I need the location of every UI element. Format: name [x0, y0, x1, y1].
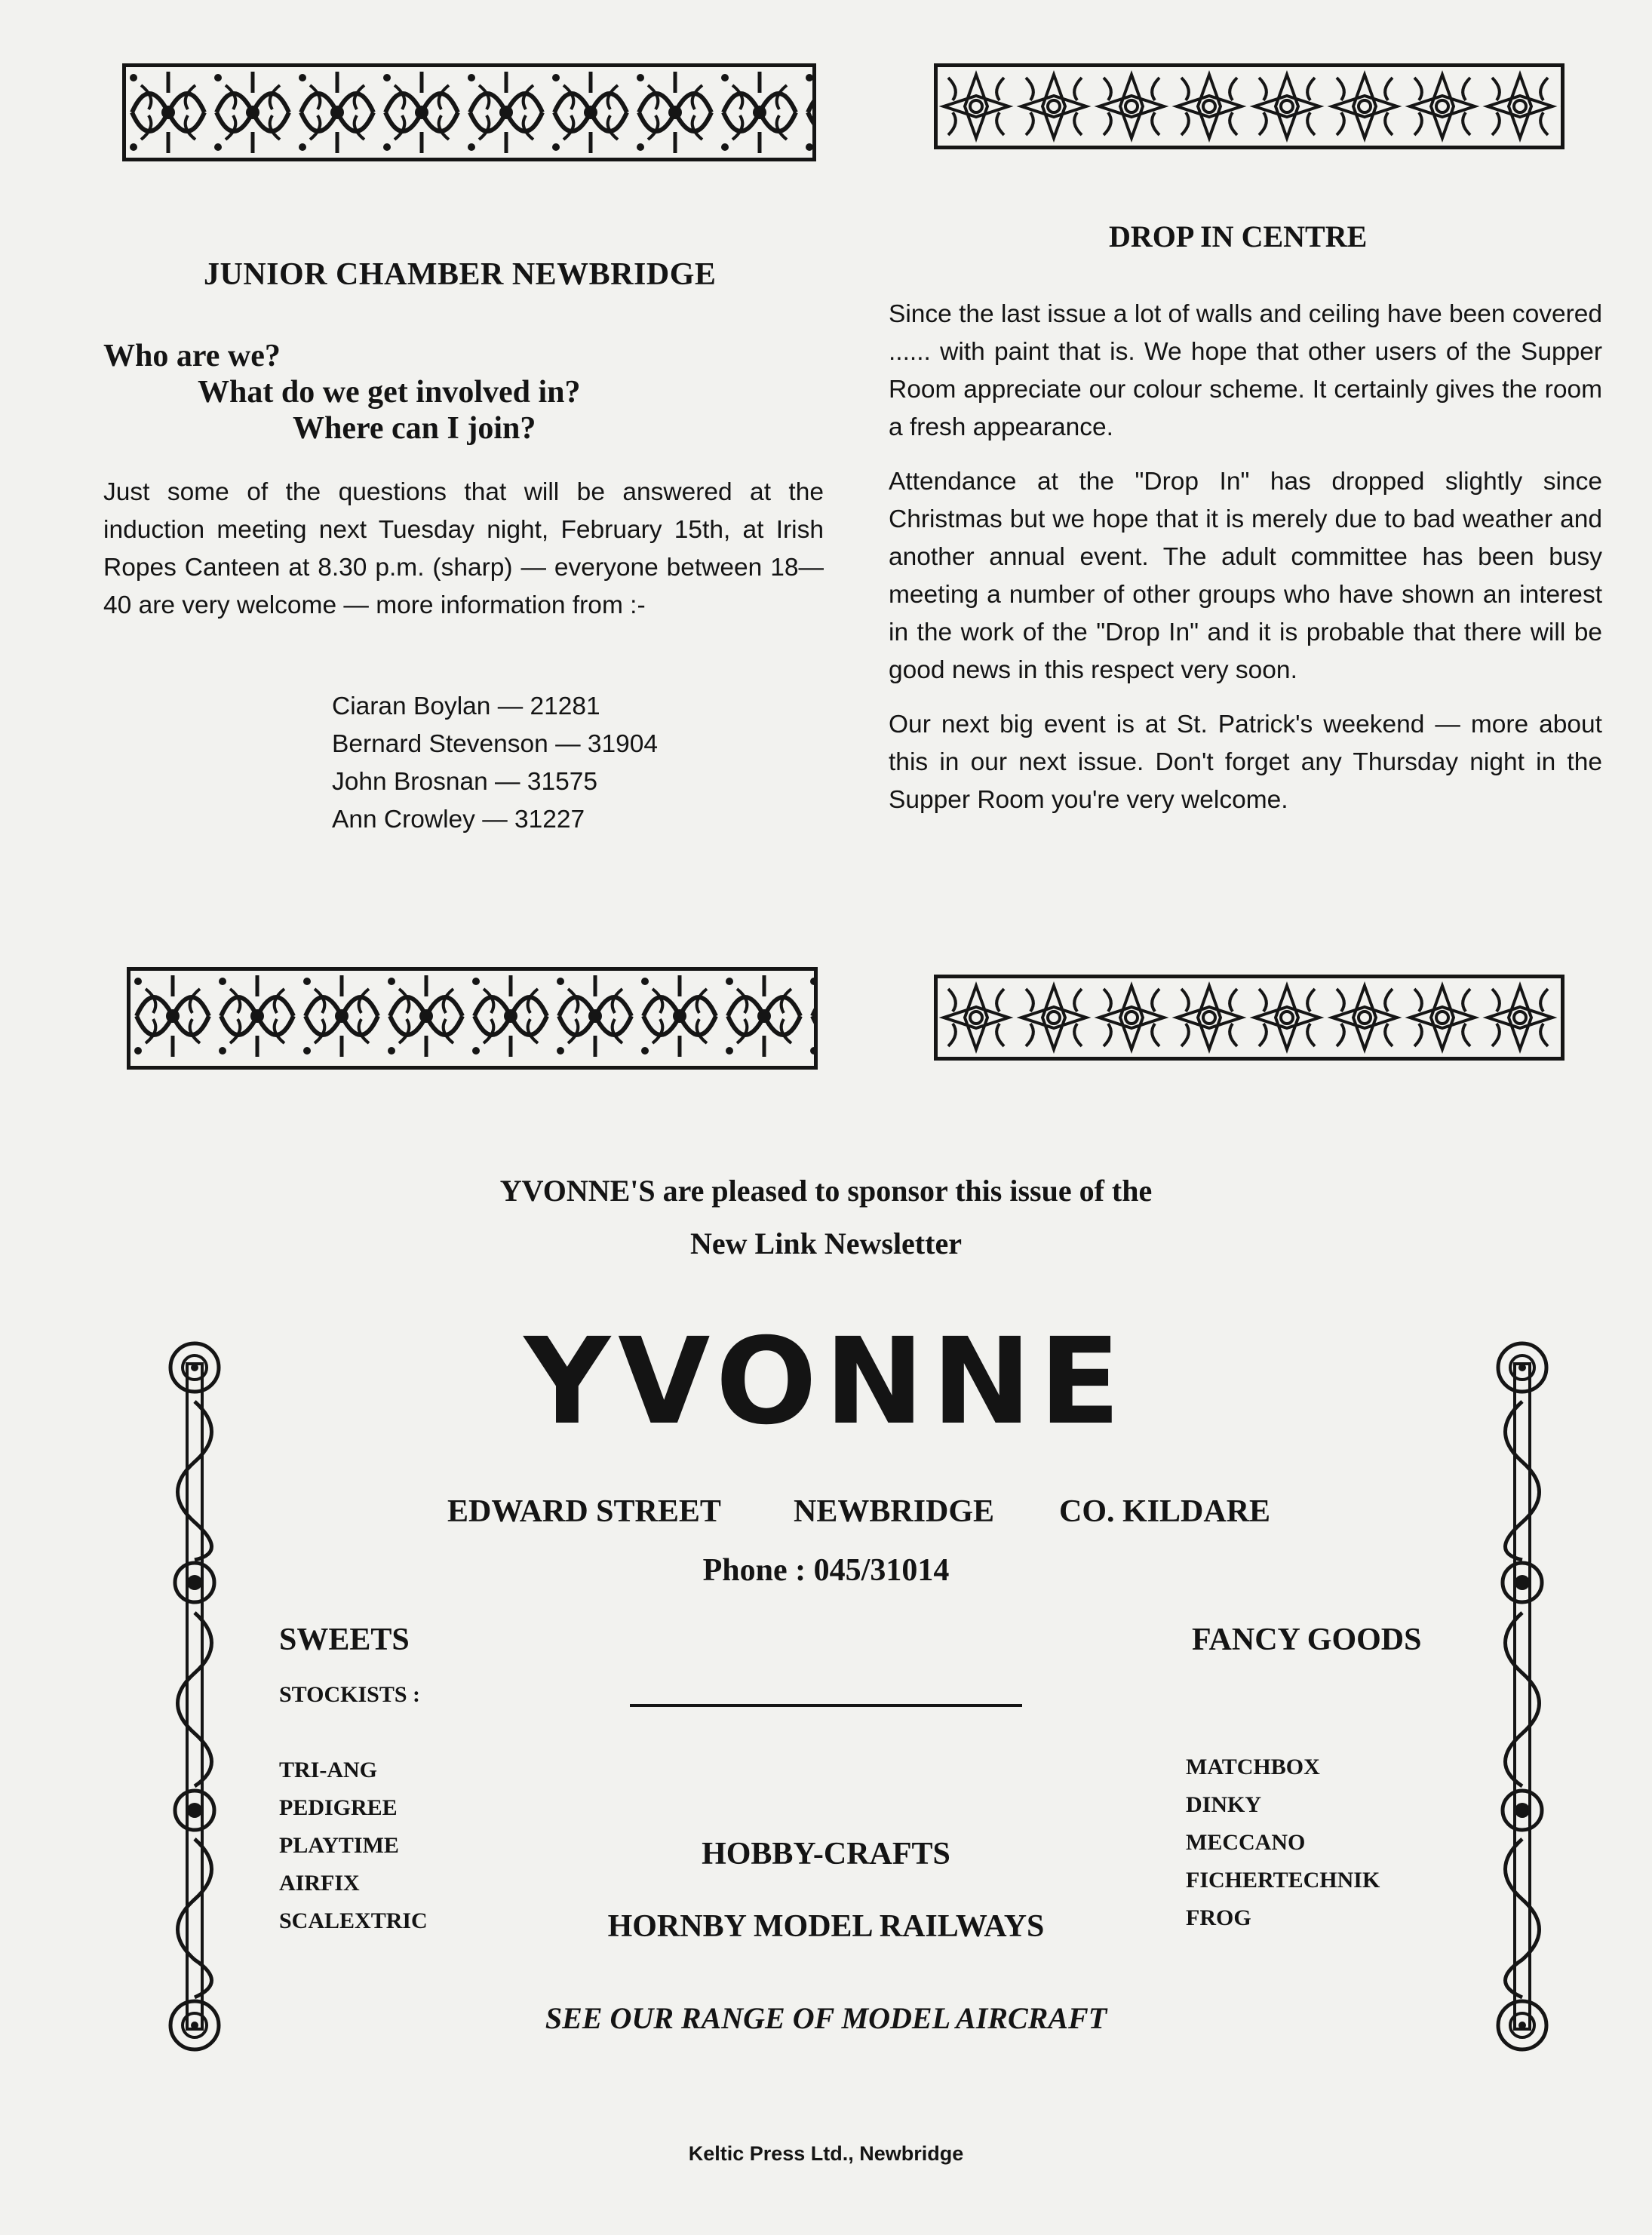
phone-number: Phone : 045/31014	[702, 1553, 950, 1588]
brand-item: PLAYTIME	[279, 1833, 399, 1858]
question-where: Where can I join?	[293, 411, 536, 446]
drop-in-centre-body	[889, 296, 1602, 836]
shop-name-logo: YVONNE	[524, 1312, 1128, 1451]
contact-list	[332, 688, 658, 839]
brand-item: FROG	[1186, 1905, 1251, 1930]
stockists-label: STOCKISTS :	[279, 1682, 421, 1707]
ornament-border-middle-right	[934, 975, 1564, 1061]
address-county: CO. KILDARE	[1059, 1494, 1271, 1529]
ornament-border-top-left	[122, 63, 816, 161]
printer-credit: Keltic Press Ltd., Newbridge	[688, 2142, 964, 2165]
ornament-border-top-right	[934, 63, 1564, 149]
model-aircraft-tagline: SEE OUR RANGE OF MODEL AIRCRAFT	[545, 2001, 1107, 2035]
paragraph: Attendance at the "Drop In" has dropped slightly since Christmas but we hope that it is merely due to bad weather and another annual event. The adult committee has been busy meeting a number of other groups who have shown an interest in the work of the "Drop In" and it is probable that there will be good news in this respect very soon.	[889, 468, 1602, 684]
contact-item: Ann Crowley — 31227	[332, 806, 585, 834]
fancy-goods-heading: FANCY GOODS	[1192, 1623, 1422, 1657]
contact-item: Bernard Stevenson — 31904	[332, 730, 659, 758]
junior-chamber-body: Just some of the questions that will be answered at the induction meeting next Tuesday night, February 15th, at Irish Ropes Canteen at 8.30 p.m. (sharp) — everyone between 18—40 are very welcome — more information from :-	[103, 478, 824, 619]
brand-item: PEDIGREE	[279, 1795, 398, 1820]
paragraph: Our next big event is at St. Patrick's weekend — more about this in our next issue. Don't forget any Thursday night in the Supper Room you're very welcome.	[889, 711, 1602, 814]
contact-item: Ciaran Boylan — 21281	[332, 692, 600, 720]
address-town: NEWBRIDGE	[794, 1494, 995, 1529]
address-street: EDWARD STREET	[447, 1494, 721, 1529]
brand-item: AIRFIX	[279, 1871, 360, 1896]
brand-item: DINKY	[1186, 1792, 1262, 1817]
junior-chamber-title: JUNIOR CHAMBER NEWBRIDGE	[204, 257, 717, 292]
brand-item: FICHERTECHNIK	[1186, 1868, 1380, 1893]
hornby-railways: HORNBY MODEL RAILWAYS	[607, 1909, 1045, 1944]
brand-item: SCALEXTRIC	[279, 1908, 428, 1933]
divider-rule	[630, 1704, 1022, 1707]
ornament-border-middle-left	[127, 967, 818, 1070]
question-what: What do we get involved in?	[198, 375, 581, 410]
paragraph: Since the last issue a lot of walls and ceiling have been covered ...... with paint that is. We hope that other users of the Supper Room appreciate our colour scheme. It certainly gives the room a fresh appearance.	[889, 300, 1603, 441]
brand-item: MECCANO	[1186, 1830, 1306, 1855]
brand-item: TRI-ANG	[279, 1758, 378, 1782]
drop-in-centre-title: DROP IN CENTRE	[1109, 220, 1368, 253]
brand-item: MATCHBOX	[1186, 1755, 1320, 1779]
question-who: Who are we?	[103, 339, 281, 373]
sponsor-line: YVONNE'S are pleased to sponsor this issue of the	[499, 1174, 1153, 1208]
sweets-heading: SWEETS	[279, 1623, 410, 1657]
newsletter-name: New Link Newsletter	[690, 1226, 962, 1260]
contact-item: John Brosnan — 31575	[332, 768, 597, 796]
hobby-crafts: HOBBY-CRAFTS	[702, 1837, 950, 1871]
